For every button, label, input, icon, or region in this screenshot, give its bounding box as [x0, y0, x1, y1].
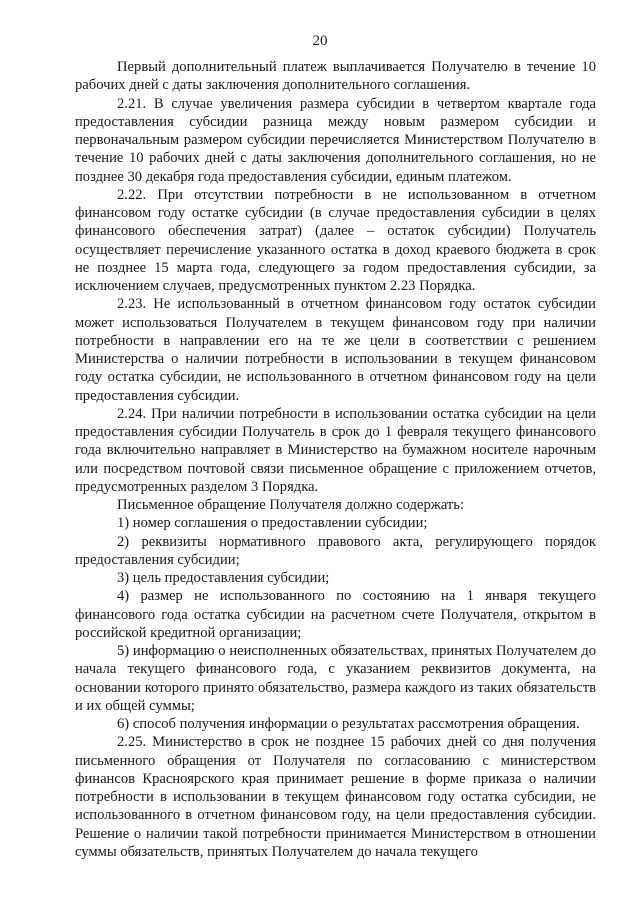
list-item-5: 5) информацию о неисполненных обязательствах, принятых Получателем до начала текущего финансового года, с указанием реквизитов документа, на основании которого принято обязательство, размера каждого из таких обязательств и их общей суммы;	[75, 643, 596, 714]
clause-2-24: 2.24. При наличии потребности в использовании остатка субсидии на цели предоставления субсидии Получатель в срок до 1 февраля текущего финансового года включительно направляет в Министерство на бумажном носителе нарочным или посредством почтовой связи письменное обращение с приложением отчетов, предусмотренных разделом 3 Порядка.	[75, 405, 596, 495]
clause-2-23: 2.23. Не использованный в отчетном финансовом году остаток субсидии может использоваться Получателем в текущем финансовом году при наличии потребности в направлении его на те же цели в соответствии с решением Министерства о наличии потребности в использовании в текущем финансовом году остатка субсидии, не использованного в отчетном финансовом году на цели предоставления субсидии.	[75, 296, 596, 404]
paragraph-first-payment: Первый дополнительный платеж выплачивается Получателю в течение 10 рабочих дней с даты заключения дополнительного соглашения.	[75, 59, 596, 94]
list-item-4: 4) размер не использованного по состоянию на 1 января текущего финансового года остатка субсидии на расчетном счете Получателя, открытом в российской кредитной организации;	[75, 588, 596, 641]
request-contents-intro: Письменное обращение Получателя должно содержать:	[117, 497, 465, 513]
list-item-2: 2) реквизиты нормативного правового акта, регулирующего порядок предоставления субсидии;	[75, 533, 596, 568]
page-number: 20	[312, 33, 328, 49]
clause-2-25: 2.25. Министерство в срок не позднее 15 рабочих дней со дня получения письменного обращения от Получателя по согласованию с министерством финансов Красноярского края принимает решение в форме приказа о наличии потребности в использовании в текущем финансовом году остатка субсидии, не использованного в отчетном финансовом году, на цели предоставления субсидии. Решение о наличии такой потребности принимается Министерством в отношении суммы обязательств, принятых Получателем до начала текущего	[75, 734, 596, 860]
clause-2-22: 2.22. При отсутствии потребности в не использованном в отчетном финансовом году остатке субсидии (в случае предоставления субсидии в целях финансового обеспечения затрат) (далее – остаток субсидии) Получатель осуществляет перечисление указанного остатка в доход краевого бюджета в срок не позднее 15 марта года, следующего за годом предоставления субсидии, за исключением случаев, предусмотренных пунктом 2.23 Порядка.	[75, 186, 596, 294]
document-body	[75, 58, 596, 861]
list-item-1: 1) номер соглашения о предоставлении субсидии;	[117, 515, 428, 532]
list-item-3: 3) цель предоставления субсидии;	[117, 570, 330, 586]
clause-2-21: 2.21. В случае увеличения размера субсидии в четвертом квартале года предоставления субсидии разница между новым размером субсидии и первоначальным размером субсидии перечисляется Министерством Получателю в течение 10 рабочих дней с даты заключения дополнительного соглашения, но не позднее 30 декабря года предоставления субсидии, единым платежом.	[75, 95, 596, 185]
list-item-6: 6) способ получения информации о результатах рассмотрения обращения.	[117, 716, 580, 732]
